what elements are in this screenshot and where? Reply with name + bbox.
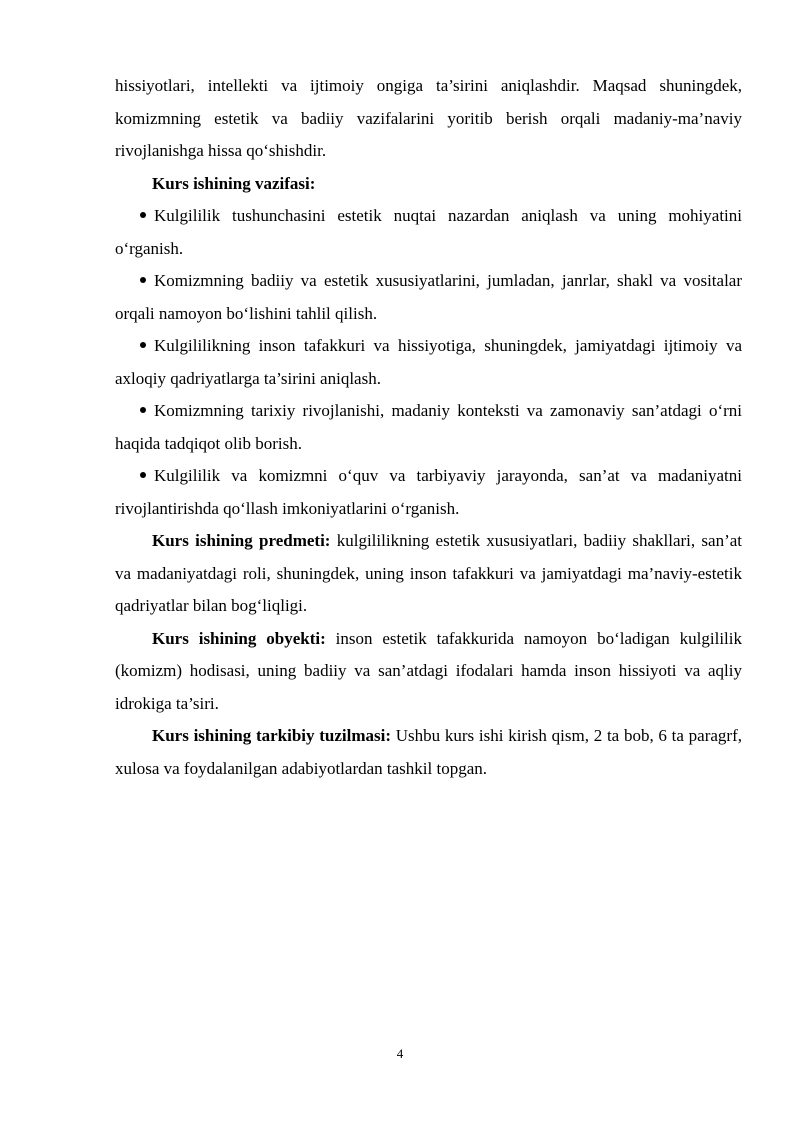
intro-paragraph: hissiyotlari, intellekti va ijtimoiy ongiga ta’sirini aniqlashdir. Maqsad shuningdek, komizmning estetik va badiiy vazifalarini yoritib berish orqali madaniy-ma’naviy rivojlanishga hissa qo‘shishdir. bbox=[115, 76, 742, 160]
bullet-icon bbox=[140, 342, 146, 348]
object-text: inson estetik tafakkurida namoyon bo‘ladigan kulgililik (komizm) hodisasi, uning badiiy va san’atdagi ifodalari hamda inson hissiyoti va aqliy idrokiga ta’siri. bbox=[115, 628, 742, 713]
list-item-text: Kulgililikning inson tafakkuri va hissiyotiga, shuningdek, jamiyatdagi ijtimoiy va axloqiy qadriyatlarga ta’sirini aniqlash. bbox=[115, 336, 742, 388]
bullet-icon bbox=[140, 472, 146, 478]
bullet-icon bbox=[140, 407, 146, 413]
list-item bbox=[115, 330, 742, 395]
subject-paragraph bbox=[115, 525, 742, 623]
list-item bbox=[115, 460, 742, 525]
tasks-heading: Kurs ishining vazifasi: bbox=[152, 173, 316, 193]
list-item-text: Kulgililik va komizmni o‘quv va tarbiyaviy jarayonda, san’at va madaniyatni rivojlantirishda qo‘llash imkoniyatlarini o‘rganish. bbox=[115, 466, 742, 518]
tasks-list bbox=[115, 200, 742, 525]
structure-text: Ushbu kurs ishi kirish qism, 2 ta bob, 6 ta paragrf, xulosa va foydalanilgan adabiyotlardan tashkil topgan. bbox=[115, 726, 742, 778]
list-item bbox=[115, 265, 742, 330]
bullet-icon bbox=[140, 212, 146, 218]
list-item-text: Kulgililik tushunchasini estetik nuqtai nazardan aniqlash va uning mohiyatini o‘rganish. bbox=[115, 206, 742, 258]
page-content bbox=[115, 70, 742, 785]
list-item-text: Komizmning badiiy va estetik xususiyatlarini, jumladan, janrlar, shakl va vositalar orqali namoyon bo‘lishini tahlil qilish. bbox=[115, 271, 742, 323]
structure-paragraph bbox=[115, 720, 742, 785]
bullet-icon bbox=[140, 277, 146, 283]
page-number: 4 bbox=[396, 1046, 404, 1061]
structure-label: Kurs ishining tarkibiy tuzilmasi: bbox=[152, 726, 392, 745]
subject-label: Kurs ishining predmeti: bbox=[152, 531, 331, 550]
list-item bbox=[115, 200, 742, 265]
list-item-text: Komizmning tarixiy rivojlanishi, madaniy konteksti va zamonaviy san’atdagi o‘rni haqida tadqiqot olib borish. bbox=[115, 401, 742, 453]
list-item bbox=[115, 395, 742, 460]
object-label: Kurs ishining obyekti: bbox=[152, 628, 326, 648]
subject-text: kulgililikning estetik xususiyatlari, badiiy shakllari, san’at va madaniyatdagi roli, shuningdek, uning inson tafakkuri va jamiyatdagi ma’naviy-estetik qadriyatlar bilan bog‘liqligi. bbox=[115, 531, 742, 615]
object-paragraph bbox=[115, 623, 742, 721]
